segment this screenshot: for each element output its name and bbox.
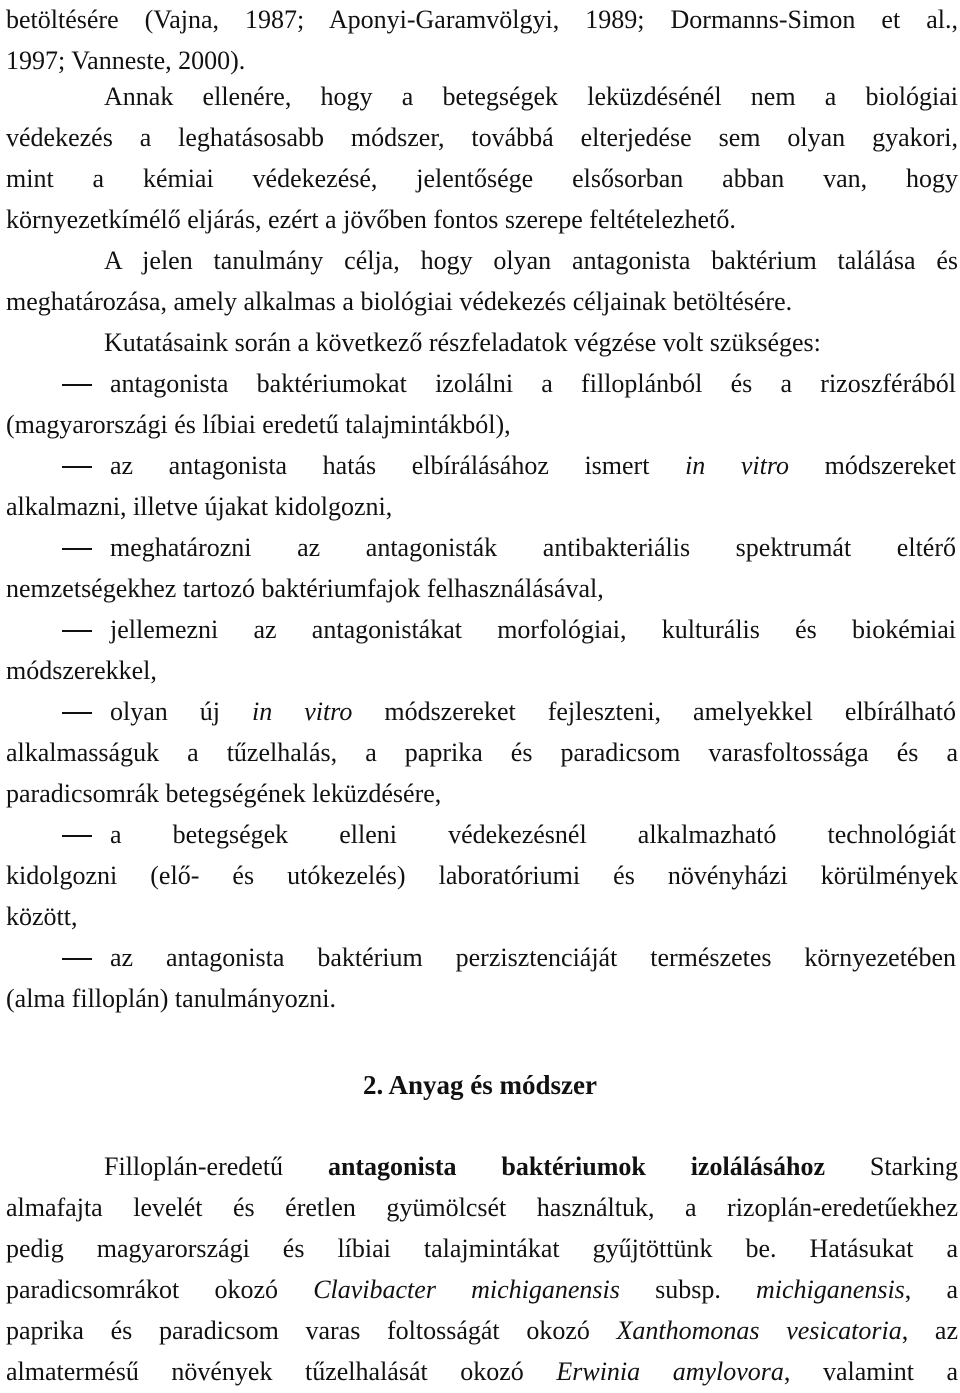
dash-bullet xyxy=(62,630,92,632)
paragraph-line: paradicsomrákot okozó Clavibacter michiganensis subsp. michiganensis, a xyxy=(6,1275,959,1304)
paragraph-line: almafajta levelét és éretlen gyümölcsét használtuk, a rizoplán-eredetűekhez xyxy=(6,1193,958,1222)
dash-bullet xyxy=(62,548,92,550)
paragraph-line: mint a kémiai védekezésé, jelentősége elsősorban abban van, hogy xyxy=(6,164,958,193)
list-item-text: a betegségek elleni védekezésnél alkalmazható technológiát xyxy=(110,820,956,849)
paragraph-line: 1997; Vanneste, 2000). xyxy=(6,46,246,75)
list-item xyxy=(6,449,958,483)
dash-bullet xyxy=(62,384,92,386)
dash-bullet xyxy=(62,835,92,837)
paragraph-line: kidolgozni (elő- és utókezelés) laboratóriumi és növényházi körülmények xyxy=(6,861,958,890)
list-item-text: olyan új in vitro módszereket fejleszteni, amelyekkel elbírálható xyxy=(110,697,957,726)
paragraph-line: alkalmazni, illetve újakat kidolgozni, xyxy=(6,492,393,521)
dash-bullet xyxy=(62,958,92,960)
dash-bullet xyxy=(62,466,92,468)
list-item xyxy=(6,367,958,401)
paragraph-line: környezetkímélő eljárás, ezért a jövőben fontos szerepe feltételezhető. xyxy=(6,205,736,234)
paragraph-line: betöltésére (Vajna, 1987; Aponyi-Garamvölgyi, 1989; Dormanns-Simon et al., xyxy=(6,5,958,34)
paragraph-line: módszerekkel, xyxy=(6,656,157,685)
paragraph-line: alkalmasságuk a tűzelhalás, a paprika és paradicsom varasfoltossága és a xyxy=(6,738,958,767)
list-item xyxy=(6,818,958,852)
list-item-text: meghatározni az antagonisták antibakteriális spektrumát eltérő xyxy=(110,533,956,562)
paragraph-line: (alma filloplán) tanulmányozni. xyxy=(6,984,336,1013)
paragraph-line: (magyarországi és líbiai eredetű talajmintákból), xyxy=(6,410,511,439)
paragraph-line: Kutatásaink során a következő részfeladatok végzése volt szükséges: xyxy=(104,328,821,357)
list-item xyxy=(6,695,958,729)
paragraph-line: A jelen tanulmány célja, hogy olyan antagonista baktérium találása és xyxy=(104,246,958,275)
paragraph-line: pedig magyarországi és líbiai talajmintákat gyűjtöttünk be. Hatásukat a xyxy=(6,1234,958,1263)
list-item-text: az antagonista hatás elbírálásához ismert in vitro módszereket xyxy=(110,451,957,480)
list-item xyxy=(6,531,958,565)
paragraph-line: Filloplán-eredetű antagonista baktériumok izolálásához Starking xyxy=(104,1152,959,1181)
list-item-text: az antagonista baktérium perzisztenciáját természetes környezetében xyxy=(110,943,956,972)
paragraph-line: paradicsomrák betegségének leküzdésére, xyxy=(6,779,442,808)
paragraph-line: védekezés a leghatásosabb módszer, továbbá elterjedése sem olyan gyakori, xyxy=(6,123,958,152)
list-item xyxy=(6,941,958,975)
paragraph-line: almatermésű növények tűzelhalását okozó Erwinia amylovora, valamint a xyxy=(6,1357,959,1386)
paragraph-line: meghatározása, amely alkalmas a biológiai védekezés céljainak betöltésére. xyxy=(6,287,793,316)
list-item xyxy=(6,613,958,647)
paragraph-line: között, xyxy=(6,902,78,931)
dash-bullet xyxy=(62,712,92,714)
list-item-text: jellemezni az antagonistákat morfológiai, kulturális és biokémiai xyxy=(110,615,956,644)
paragraph-line: paprika és paradicsom varas foltosságát okozó Xanthomonas vesicatoria, az xyxy=(6,1316,958,1345)
list-item-text: antagonista baktériumokat izolálni a filloplánból és a rizoszférából xyxy=(110,369,956,398)
paragraph-line: Annak ellenére, hogy a betegségek leküzdésénél nem a biológiai xyxy=(104,82,958,111)
section-heading: 2. Anyag és módszer xyxy=(363,1070,597,1100)
paragraph-line: nemzetségekhez tartozó baktériumfajok felhasználásával, xyxy=(6,574,604,603)
